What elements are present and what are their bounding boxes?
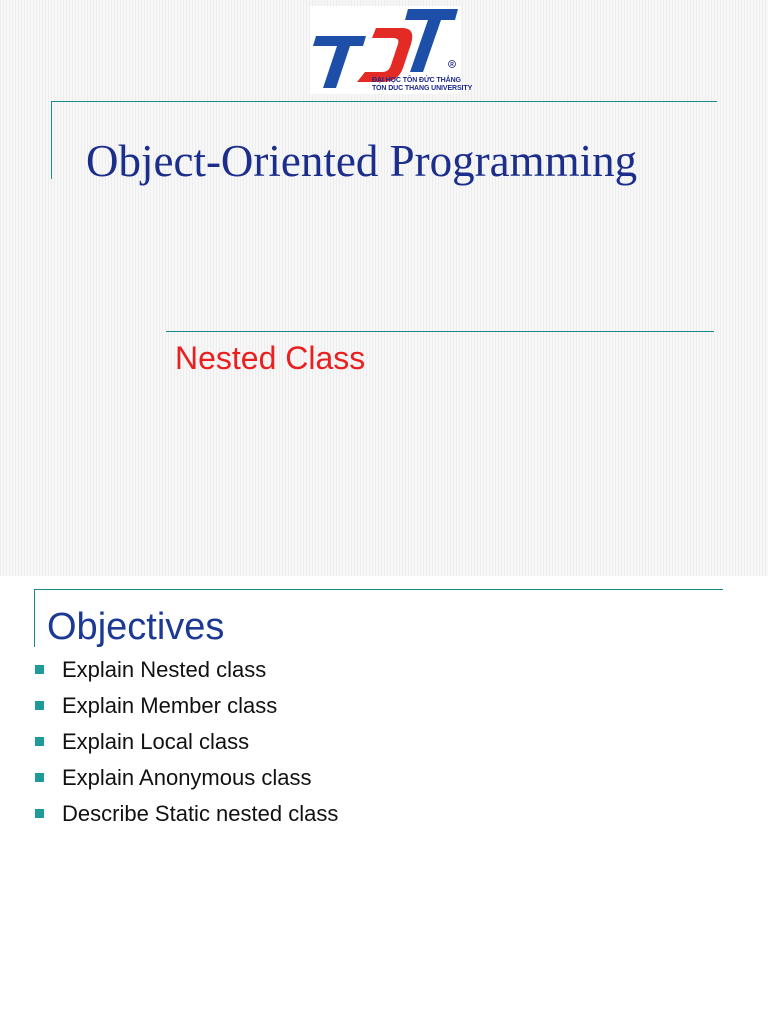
list-item bbox=[34, 694, 338, 730]
deck-subtitle: Nested Class bbox=[175, 340, 366, 376]
objectives-list bbox=[34, 658, 338, 838]
objectives-title: Objectives bbox=[47, 606, 225, 648]
title-left-rule bbox=[51, 101, 52, 179]
title-top-rule bbox=[51, 101, 717, 102]
square-bullet-icon bbox=[35, 809, 44, 818]
bullet-text: Explain Anonymous class bbox=[62, 765, 312, 790]
objectives-slide bbox=[0, 576, 768, 1024]
logo-text-english: TON DUC THANG UNIVERSITY bbox=[372, 85, 473, 92]
bullet-text: Explain Local class bbox=[62, 729, 250, 754]
list-item bbox=[34, 658, 338, 694]
deck-title: Object-Oriented Programming bbox=[86, 136, 638, 186]
bullet-text: Explain Nested class bbox=[62, 657, 267, 682]
list-item bbox=[34, 802, 338, 838]
square-bullet-icon bbox=[35, 773, 44, 782]
objectives-left-rule bbox=[34, 589, 35, 647]
logo-text-vietnamese: ĐẠI HỌC TÔN ĐỨC THẮNG bbox=[372, 77, 461, 84]
square-bullet-icon bbox=[35, 737, 44, 746]
square-bullet-icon bbox=[35, 665, 44, 674]
bullet-text: Explain Member class bbox=[62, 693, 278, 718]
university-logo bbox=[310, 6, 473, 94]
list-item bbox=[34, 730, 338, 766]
list-item bbox=[34, 766, 338, 802]
svg-text:R: R bbox=[450, 62, 454, 69]
objectives-top-rule bbox=[34, 589, 723, 590]
square-bullet-icon bbox=[35, 701, 44, 710]
subtitle-rule bbox=[166, 331, 714, 332]
bullet-text: Describe Static nested class bbox=[62, 801, 339, 826]
